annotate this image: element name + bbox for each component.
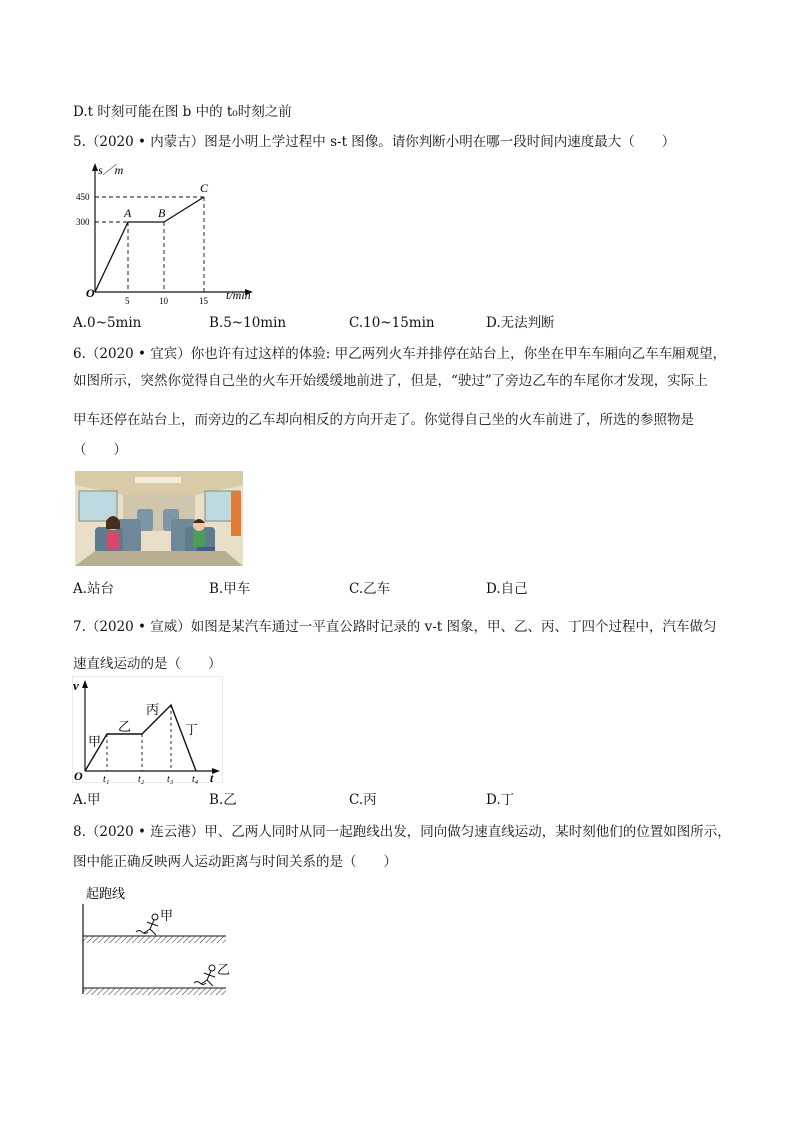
- q6-stem-3: 甲车还停在站台上，而旁边的乙车却向相反的方向开走了。你觉得自己坐的火车前进了，所选的参照物是: [73, 412, 694, 428]
- runner-yi-icon: [194, 965, 215, 986]
- q7-option-d: D.丁: [486, 792, 515, 808]
- q7-stem-2: 速直线运动的是（ ）: [73, 656, 222, 672]
- q6-option-a: A.站台: [73, 581, 115, 597]
- q7-xtick-t1: t₁: [103, 774, 110, 785]
- q7-xtick-t3: t₃: [167, 774, 174, 785]
- q5-ytick-300: 300: [76, 217, 90, 227]
- q8-runner-jia-label: 甲: [160, 909, 174, 924]
- q5-point-c: C: [200, 181, 209, 195]
- q5-ylabel: s／m: [98, 163, 124, 177]
- q6-option-d: D.自己: [486, 581, 528, 597]
- q5-origin: O: [86, 286, 95, 300]
- q7-xtick-t2: t₂: [138, 774, 145, 785]
- q8-start-line-label: 起跑线: [86, 887, 126, 902]
- q5-option-a: A.0~5min: [73, 315, 142, 331]
- q5-option-d: D.无法判断: [486, 315, 555, 331]
- q6-stem-1: 6.（2020 • 宜宾）你也许有过这样的体验: 甲乙两列火车并排停在站台上，你坐在甲车车厢向乙车车厢观望，: [73, 346, 727, 362]
- q7-xtick-t4: t₄: [192, 774, 199, 785]
- q5-s-t-graph: [76, 160, 266, 306]
- q5-option-c: C.10~15min: [349, 315, 435, 331]
- q6-stem-2: 如图所示，突然你觉得自己坐的火车开始缓缓地前进了，但是，“驶过”了旁边乙车的车尾你才发现，实际上: [73, 373, 708, 389]
- q7-stage-yi: 乙: [118, 719, 132, 734]
- q6-train-illustration: [75, 471, 243, 566]
- q8-stem-2: 图中能正确反映两人运动距离与时间关系的是（ ）: [73, 854, 397, 870]
- q6-stem-4: （ ）: [73, 442, 127, 458]
- q4-option-d: D.t 时刻可能在图 b 中的 t₀时刻之前: [73, 104, 292, 120]
- q5-point-b: B: [158, 206, 166, 220]
- q8-stem-1: 8.（2020 • 连云港）甲、乙两人同时从同一起跑线出发，同向做匀速直线运动，某时刻他们的位置如图所示，: [73, 824, 731, 840]
- q7-ylabel: v: [73, 678, 79, 693]
- q5-xtick-15: 15: [199, 296, 208, 306]
- q6-option-b: B.甲车: [209, 581, 251, 597]
- q7-v-t-graph: [72, 676, 224, 784]
- q5-point-a: A: [124, 206, 132, 220]
- q7-stage-bing: 丙: [146, 702, 160, 717]
- q7-option-c: C.丙: [349, 792, 377, 808]
- q7-xlabel: t: [210, 771, 214, 785]
- q5-ytick-450: 450: [76, 192, 90, 202]
- q5-xtick-5: 5: [125, 296, 130, 306]
- q5-xlabel: t/min: [226, 288, 251, 302]
- q5-option-b: B.5~10min: [209, 315, 287, 331]
- q5-xtick-10: 10: [159, 296, 168, 306]
- q7-stage-jia: 甲: [88, 734, 102, 749]
- q7-option-b: B.乙: [209, 792, 237, 808]
- q7-stage-ding: 丁: [185, 722, 199, 737]
- q7-stem-1: 7.（2020 • 宣威）如图是某汽车通过一平直公路时记录的 v-t 图象，甲、乙、丙、丁四个过程中，汽车做匀: [73, 619, 717, 635]
- q5-stem: 5.（2020 • 内蒙古）图是小明上学过程中 s-t 图像。请你判断小明在哪一段时间内速度最大（ ）: [73, 134, 676, 150]
- q7-origin: O: [74, 769, 83, 783]
- q7-option-a: A.甲: [73, 792, 101, 808]
- q8-runner-yi-label: 乙: [217, 963, 231, 978]
- q8-track-diagram: [76, 880, 232, 1000]
- runner-jia-icon: [136, 914, 158, 935]
- q6-option-c: C.乙车: [349, 581, 391, 597]
